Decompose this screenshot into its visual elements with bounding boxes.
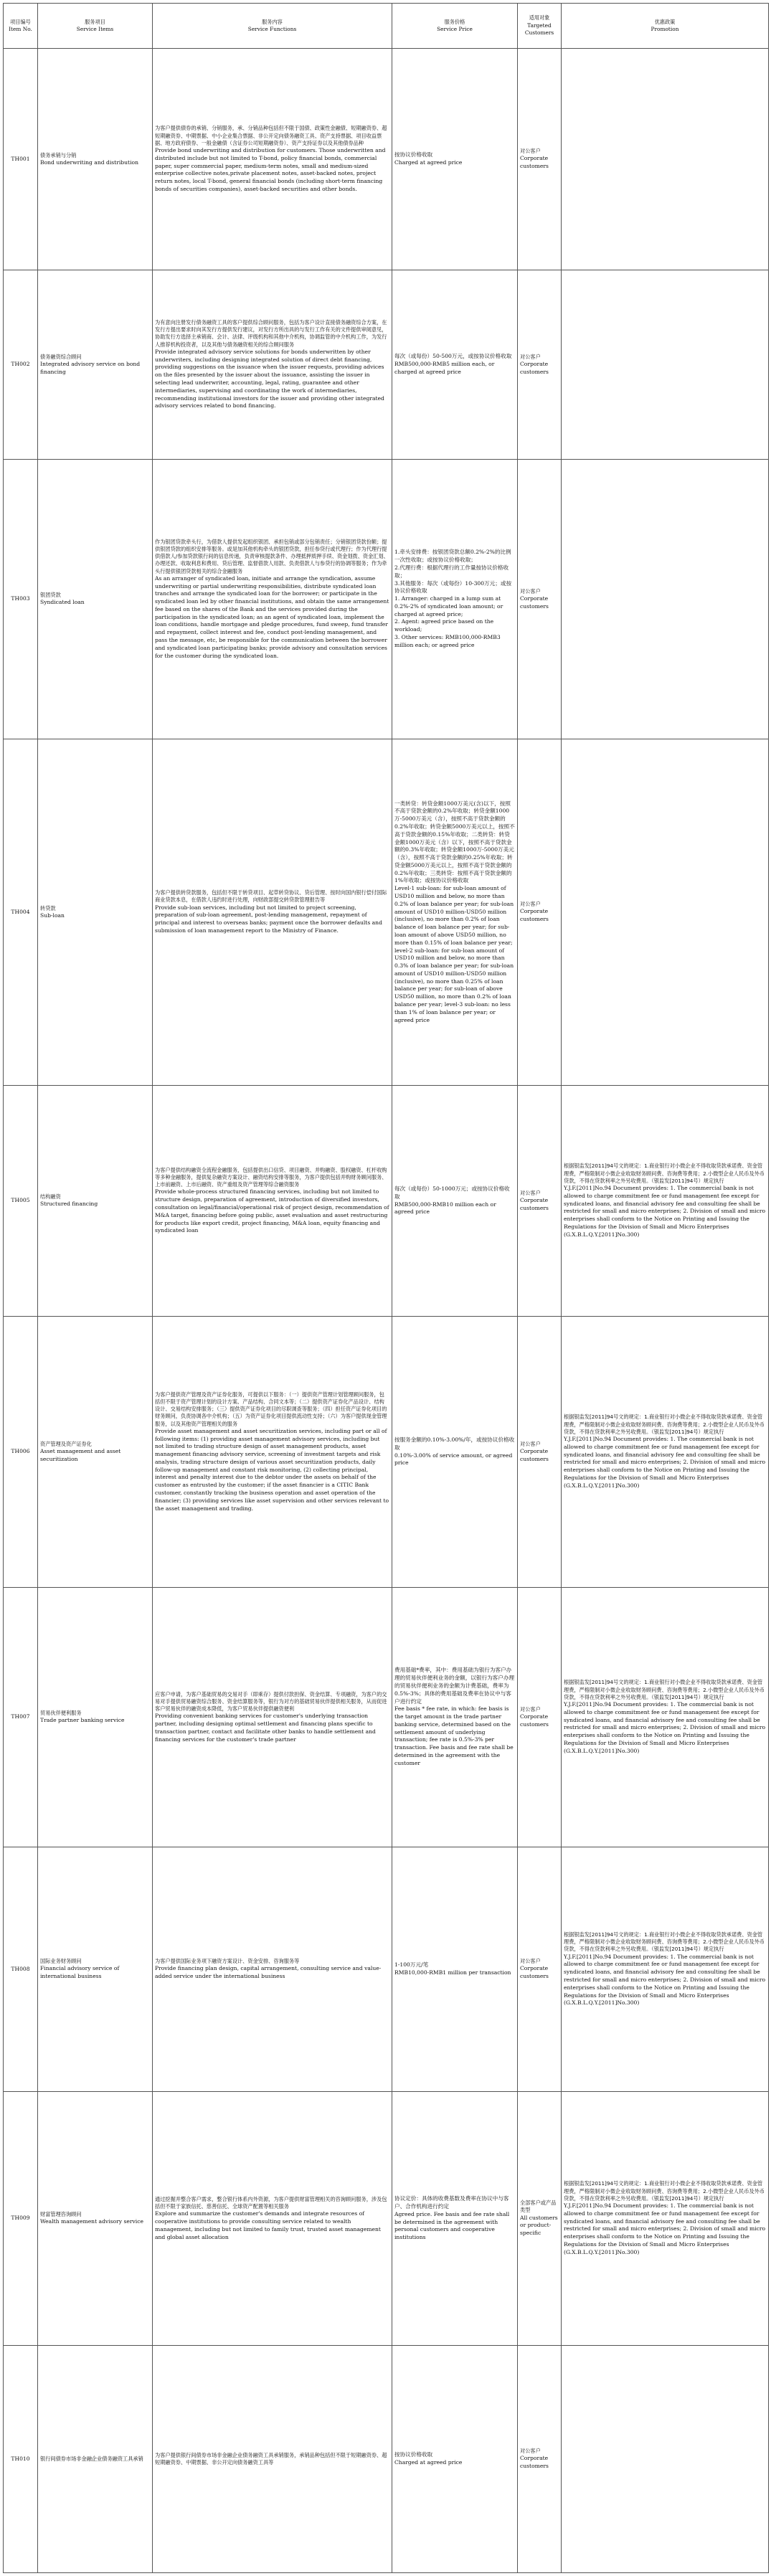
item-no-cell: TH003 bbox=[4, 460, 38, 739]
service-price-line: 每次（或每份）50-500万元，或按协议价格收取 bbox=[394, 353, 512, 360]
item-no-cell: TH006 bbox=[4, 1317, 38, 1588]
item-no-cell: TH002 bbox=[4, 270, 38, 460]
service-functions-cn: 为客户提供资产管理及资产证券化服务，可提供以下服务：（一）提供资产管理计划管理顾问服务，包括但不限于资产管理计划的设计方案、产品结构、合同文本等；（二）提供资产证券化产品设计、结构设计、交易结构安排服务；（三）提供资产证券化项目的尽职调查等服务；（四）担任资产证券化项目的财务顾问，负责协调各中介机构；（五）为资产证券化项目提供流动性支持；（六）为客户提供现金管理服务，以及其他资产管理相关的服务 bbox=[155, 1391, 387, 1427]
targeted-customers-en: Corporate customers bbox=[520, 2455, 549, 2470]
header-promotion: 优惠政策 Promotion bbox=[562, 4, 769, 49]
service-item-en: Integrated advisory service on bond financing bbox=[40, 360, 141, 375]
service-item-cell bbox=[38, 460, 153, 739]
service-functions-cell bbox=[153, 2092, 392, 2346]
promotion-line: 根据银监发[2011]94号文的规定：1.商业银行对小微企业不得收取贷款承诺费、资金管理费，严格限制对小微企业收取财务顾问费、咨询费等费用；2.小微型企业人民币及外币贷款，不得在贷款利率之外另收费用。（银监发[2011]94号）规定执行 bbox=[564, 1679, 765, 1700]
table-row bbox=[4, 49, 769, 270]
promotion-line: (G.X.B.L.Q.Y.[2011]No.300) bbox=[564, 1231, 640, 1238]
service-price-line: Agreed price. Fee basis and fee rate shall be determined in the agreement with personal customers and cooperative institutions bbox=[394, 2210, 510, 2241]
service-functions-en: Provide financing plan design, capital arrangement, consulting service and value-added service under the international business bbox=[155, 1965, 382, 1980]
fee-schedule-sheet bbox=[3, 3, 768, 2573]
promotion-line: Y.J.F.[2011]No.94 Document provides: 1. The commercial bank is not allowed to charge commitment fee or fund management fee except for syndicated loans, and financial advisory fee and consulting fee shall be restricted for small and micro enterprises; 2. Division of small and micro enterprises shall conform to the Notice on Printing and Issuing the Regulations for the Division of Small and Micro Enterprises bbox=[564, 1953, 766, 1999]
promotion-line: Y.J.F.[2011]No.94 Document provides: 1. The commercial bank is not allowed to charge commitment fee or fund management fee except for syndicated loans, and financial advisory fee and consulting fee shall be restricted for small and micro enterprises; 2. Division of small and micro enterprises shall conform to the Notice on Printing and Issuing the Regulations for the Division of Small and Micro Enterprises bbox=[564, 1185, 766, 1230]
header-service-functions: 服务内容 Service Functions bbox=[153, 4, 392, 49]
promotion-cell bbox=[562, 2092, 769, 2346]
service-price-line: 每次（或每份）50-1000万元；或按协议价格收取 bbox=[394, 1185, 510, 1200]
targeted-customers-en: Corporate customers bbox=[520, 155, 549, 170]
service-price-cell bbox=[392, 1588, 518, 1847]
service-price-line: Charged at agreed price bbox=[394, 159, 463, 166]
targeted-customers-cn: 对公客户 bbox=[520, 2448, 541, 2455]
header-row bbox=[4, 4, 769, 49]
service-item-cn: 贸易伙伴便利服务 bbox=[40, 1710, 82, 1716]
service-price-line: 3.其他服务：每次（或每份）10-300万元；或按协议价格收取 bbox=[394, 579, 512, 595]
service-functions-cn: 为客户提供转贷款服务，包括但不限于转贷项目、起草转贷协议、贷后管理、按时向国内银行偿付国际商业贷款本息，在借款人违约时进行处理，向财政部提交转贷款管理报告等 bbox=[155, 889, 387, 904]
service-price-line: RMB10,000-RMB1 million per transaction bbox=[394, 1969, 511, 1976]
service-functions-cn: 为有意向注册发行债务融资工具的客户提供综合顾问服务，包括为客户设计直接债务融资综合方案，在发行方提出要求时向其发行方提供发行建议，对发行方所出具的与发行工作有关的文件提供审阅意见，协助发行方选择主承销商、会计、法律、评级机构和其他中介机构，协调监管的中介机构工作，为发行人推荐机构投资者，以及其他与债务融资相关的综合顾问服务 bbox=[155, 318, 387, 348]
service-price-cell bbox=[392, 1317, 518, 1588]
service-price-line: 2.代理行费：根据代理行的工作量按协议价格收取； bbox=[394, 564, 509, 579]
service-functions-en: Providing convenient banking services for customer's underlying transaction partner, including designing optimal settlement and financing plans specific to transaction partner, contact and facilitate other banks to handle settlement and financing services for the customer's trade partner bbox=[155, 1713, 376, 1743]
targeted-customers-cn: 对公客户 bbox=[520, 1705, 541, 1713]
service-functions-cell bbox=[153, 739, 392, 1086]
service-item-en: Financial advisory service of international business bbox=[40, 1965, 120, 1980]
item-no-cell: TH001 bbox=[4, 49, 38, 270]
service-functions-en: Provide whole-process structured financing services, including but not limited to structure design, preparation of agreement, introduction of diversified investors, consultation on legal/financial/operational risk of project design, recommendation of M&A target, financing before going public, asset evaluation and asset restructuring for products like export credit, project financing, M&A loan, equity financing and syndicated loan bbox=[155, 1188, 389, 1234]
service-price-cell bbox=[392, 739, 518, 1086]
promotion-cell bbox=[562, 270, 769, 460]
service-price-line: RMB500,000-RMB5 million each, or charged at agreed price bbox=[394, 361, 495, 375]
service-price-line: RMB500,000-RMB10 million each or agreed price bbox=[394, 1201, 496, 1216]
promotion-line: 根据银监发[2011]94号文的规定：1.商业银行对小微企业不得收取贷款承诺费、资金管理费，严格限制对小微企业收取财务顾问费、咨询费等费用；2.小微型企业人民币及外币贷款，不得在贷款利率之外另收费用。（银监发[2011]94号）规定执行 bbox=[564, 1162, 765, 1184]
promotion-cell bbox=[562, 739, 769, 1086]
table-row bbox=[4, 460, 769, 739]
promotion-line: 根据银监发[2011]94号文的规定：1.商业银行对小微企业不得收取贷款承诺费、资金管理费，严格限制对小微企业收取财务顾问费、咨询费等费用；2.小微型企业人民币及外币贷款，不得在贷款利率之外另收费用。（银监发[2011]94号）规定执行 bbox=[564, 1931, 765, 1953]
service-price-line: 协议定价：具体的收费基数及费率在协议中与客户、合作机构进行约定 bbox=[394, 2195, 509, 2210]
promotion-line: (G.X.B.L.Q.Y.[2011]No.300) bbox=[564, 1999, 640, 2007]
service-price-line: 一类转贷：转贷金额1000万美元(含)以下，按照不高于贷款金额的0.2%年收取；转贷金额1000万-5000万美元（含），按照不高于贷款金额的0.2%年收取；转贷金额5000万美元以上，按照不高于贷款金额的0.15%年收取；二类转贷：转贷金额1000万美元（含）以下，按照不高于贷款金额的0.3%年收取；转贷金额1000万-5000万美元（含），按照不高于贷款金额的0.25%年收取；转贷金额5000万美元以上，按照不高于贷款金额的0.2%年收取；三类转贷：按照不高于贷款金额的1%年收取；或按协议价格收取 bbox=[394, 800, 515, 884]
service-price-line: Level-1 sub-loan: for sub-loan amount of USD10 million and below, no more than 0.2% of loan balance per year; for sub-loan amount of USD10 million-USD50 million (inclusive), no more than 0.2% of loan balance of loan balance per year; for sub-loan amount of above USD50 million, no more than 0.15% of loan balance per year; level-2 sub-loan: for sub-loan amount of USD10 million and below, no more than 0.3% of loan balance per year; for sub-loan amount of USD10 million-USD50 million (inclusive), no more than 0.25% of loan balance per year; for sub-loan of above USD50 million, no more than 0.2% of loan balance per year; level-3 sub-loan: no less than 1% of loan balance per year; or agreed price bbox=[394, 885, 514, 1023]
promotion-cell bbox=[562, 1588, 769, 1847]
service-functions-cell bbox=[153, 49, 392, 270]
table-row bbox=[4, 270, 769, 460]
service-price-line: Fee basis * fee rate, in which: fee basis is the target amount in the trade partner banking service, determined based on the settlement amount of underlying transaction; fee rate is 0.5%-3% per transaction. Fee basis and fee rate shall be determined in the agreement with the customer bbox=[394, 1705, 514, 1766]
service-item-cell bbox=[38, 2092, 153, 2346]
service-price-cell bbox=[392, 270, 518, 460]
item-no-cell: TH010 bbox=[4, 2346, 38, 2573]
header-targeted-customers: 适用对象 Targeted Customers bbox=[518, 4, 562, 49]
targeted-customers-cell bbox=[518, 270, 562, 460]
service-item-cn: 银行间债券市场非金融企业债务融资工具承销 bbox=[40, 2455, 143, 2462]
service-price-line: 0.10%-3.00% of service amount, or agreed price bbox=[394, 1452, 513, 1467]
promotion-line: 根据银监发[2011]94号文的规定：1.商业银行对小微企业不得收取贷款承诺费、资金管理费，严格限制对小微企业收取财务顾问费、咨询费等费用；2.小微型企业人民币及外币贷款，不得在贷款利率之外另收费用。（银监发[2011]94号）规定执行 bbox=[564, 1414, 765, 1435]
service-item-en: Sub-loan bbox=[40, 911, 65, 919]
targeted-customers-cell bbox=[518, 49, 562, 270]
service-price-line: 按服务金额的0.10%-3.00%/年，或按协议价格收取 bbox=[394, 1436, 515, 1451]
targeted-customers-en: All customers or product-specific bbox=[520, 2214, 558, 2237]
service-price-line: Charged at agreed price bbox=[394, 2459, 463, 2466]
promotion-cell bbox=[562, 1086, 769, 1317]
service-functions-en: Provide bond underwriting and distribution for customers. Those underwritten and distributed include but not limited to T-bond, policy financial bonds, commercial paper, super commercial paper, medium-term notes, small and medium-sized enterprise collective notes,private placement notes, asset-backed notes, project return notes, local T-bond, general financial bonds (including short-term financing bonds of securities companies), asset-backed securities and other bonds. bbox=[155, 146, 386, 192]
item-no-cell: TH004 bbox=[4, 739, 38, 1086]
promotion-line: 根据银监发[2011]94号文的规定：1.商业银行对小微企业不得收取贷款承诺费、资金管理费，严格限制对小微企业收取财务顾问费、咨询费等费用；2.小微型企业人民币及外币贷款，不得在贷款利率之外另收费用。（银监发[2011]94号）规定执行 bbox=[564, 2180, 765, 2202]
service-item-cn: 结构融资 bbox=[40, 1193, 61, 1200]
service-price-cell bbox=[392, 460, 518, 739]
targeted-customers-en: Corporate customers bbox=[520, 360, 549, 375]
service-price-line: 2. Agent: agreed price based on the workload; bbox=[394, 618, 494, 633]
service-item-en: Structured financing bbox=[40, 1201, 98, 1208]
service-functions-cn: 为客户提供国际业务项下融资方案设计、资金安排、咨询服务等 bbox=[155, 1958, 300, 1965]
targeted-customers-cn: 对公客户 bbox=[520, 1958, 541, 1965]
header-service-items: 服务项目 Service Items bbox=[38, 4, 153, 49]
targeted-customers-cell bbox=[518, 1317, 562, 1588]
service-item-cn: 财富管理咨询顾问 bbox=[40, 2211, 82, 2217]
targeted-customers-cell bbox=[518, 2092, 562, 2346]
service-price-cell bbox=[392, 2092, 518, 2346]
service-functions-cn: 为客户提供结构融资全流程金融服务，包括提供出口信贷、项目融资、并购融资、股权融资、杠杆收购等多种金融服务，提供复杂融资方案设计、融资结构安排等服务，为客户提供包括并购财务顾问服务、上市前融资、上市后融资、资产重组及资产管理等综合融资服务 bbox=[155, 1166, 387, 1188]
targeted-customers-cell bbox=[518, 460, 562, 739]
promotion-line: Y.J.F.[2011]No.94 Document provides: 1. The commercial bank is not allowed to charge commitment fee or fund management fee except for syndicated loans, and financial advisory fee and consulting fee shall be restricted for small and micro enterprises; 2. Division of small and micro enterprises shall conform to the Notice on Printing and Issuing the Regulations for the Division of Small and Micro Enterprises bbox=[564, 1701, 766, 1746]
table-row bbox=[4, 739, 769, 1086]
service-item-cn: 转贷款 bbox=[40, 904, 56, 911]
service-item-en: Wealth management advisory service bbox=[40, 2218, 143, 2225]
item-no-cell: TH009 bbox=[4, 2092, 38, 2346]
service-functions-cell bbox=[153, 1588, 392, 1847]
service-functions-cell bbox=[153, 270, 392, 460]
targeted-customers-cn: 全部客户或产品类型 bbox=[520, 2199, 557, 2214]
service-price-line: 3. Other services: RMB100,000-RMB3 million each; or agreed price bbox=[394, 634, 501, 648]
item-no-cell: TH007 bbox=[4, 1588, 38, 1847]
targeted-customers-en: Corporate customers bbox=[520, 1447, 549, 1462]
service-item-cn: 资产管理及资产证券化 bbox=[40, 1440, 92, 1447]
service-functions-en: Provide asset management and asset securitization services, including part or all of following items: (1) providing asset management advisory services, including but not limited to trading structure design of asset management products, asset management financing advisory service, screening of investment targets and risk analysis, trading structure design of various asset securitization products, daily follow-up management and constant risk monitoring, (2) collecting principal, interest and penalty interest due to the debtor under the assets on behalf of the customer as entrusted by the customer; if the asset financier is a CITIC Bank customer, constantly tracking the business operation and asset operation of the financier; (3) providing services like asset supervision and other services relevant to the asset management and trading. bbox=[155, 1427, 389, 1512]
targeted-customers-cn: 对公客户 bbox=[520, 148, 541, 155]
header-service-price: 服务价格 Service Price bbox=[392, 4, 518, 49]
promotion-line: (G.X.B.L.Q.Y.[2011]No.300) bbox=[564, 1482, 640, 1489]
targeted-customers-cn: 对公客户 bbox=[520, 901, 541, 908]
service-price-line: 1. Arranger: charged in a lump sum at 0.2%-2% of syndicated loan amount; or charged at agreed price; bbox=[394, 595, 503, 617]
table-row bbox=[4, 2092, 769, 2346]
service-item-cell bbox=[38, 1847, 153, 2092]
service-functions-cn: 通过挖掘并整合客户需求，整合银行体系内外资源，为客户提供财富管理相关的咨询顾问服务，涉及包括但不限于家族信托、慈善信托、全球资产配置等相关服务 bbox=[155, 2195, 387, 2210]
targeted-customers-cell bbox=[518, 1588, 562, 1847]
service-item-en: Asset management and asset securitization bbox=[40, 1447, 121, 1462]
service-price-cell bbox=[392, 1847, 518, 2092]
service-functions-en: Provide integrated advisory service solutions for bonds underwritten by other underwriters, including designing integrated solution of direct debt financing, providing suggestions on the issuance when the issuer requests, providing advices on the files presented by the issuer about the issuance, assisting the issuer in selecting lead underwriter, accounting, legal, rating, guarantee and other intermediaries, supervising and coordinating the work of intermediaries, recommending institutional investors for the issuer and providing other integrated advisory services related to bond financing. bbox=[155, 348, 384, 409]
item-no-cell: TH008 bbox=[4, 1847, 38, 2092]
targeted-customers-cell bbox=[518, 739, 562, 1086]
targeted-customers-en: Corporate customers bbox=[520, 595, 549, 610]
targeted-customers-en: Corporate customers bbox=[520, 1965, 549, 1980]
service-functions-cn: 作为银团贷款牵头行，为借款人提供发起组织银团、承担包销或部分包销责任；分销银团贷款份额；提供银团贷款的组织安排等服务。或是加其他机构牵头的银团贷款，担任参贷行或代理行；作为代理行提供借款人/参加贷款银行间的信息传递，负责审核提款条件、办理抵押质押手续、资金划拨、资金汇划、办理还款、收取利息和费用、贷后管理、监督借款人用款、负责借款人与参贷行的协调等服务；作为牵头行提供银团贷款相关的综合金融服务 bbox=[155, 538, 389, 574]
service-price-line: 1-100万元/笔 bbox=[394, 1961, 429, 1969]
table-row bbox=[4, 1588, 769, 1847]
table-row bbox=[4, 1847, 769, 2092]
service-item-cell bbox=[38, 1588, 153, 1847]
promotion-cell bbox=[562, 460, 769, 739]
targeted-customers-en: Corporate customers bbox=[520, 1196, 549, 1211]
promotion-cell bbox=[562, 1847, 769, 2092]
promotion-cell bbox=[562, 49, 769, 270]
promotion-line: (G.X.B.L.Q.Y.[2011]No.300) bbox=[564, 2248, 640, 2255]
targeted-customers-cn: 对公客户 bbox=[520, 1189, 541, 1196]
service-functions-en: Provide sub-loan services, including but not limited to project screening, preparation of sub-loan agreement, post-lending management, repayment of principal and interest to overseas banks; payment once the borrower defaults and submission of loan management report to the Ministry of Finance. bbox=[155, 904, 382, 934]
service-price-line: 1.牵头安排费：按银团贷款总额0.2%-2%的比例一次性收取；或按协议价格收取； bbox=[394, 549, 511, 564]
targeted-customers-cn: 对公客户 bbox=[520, 587, 541, 595]
targeted-customers-cn: 对公客户 bbox=[520, 353, 541, 360]
service-functions-cell bbox=[153, 460, 392, 739]
service-price-line: 按协议价格收取 bbox=[394, 2451, 433, 2458]
table-row bbox=[4, 1317, 769, 1588]
targeted-customers-en: Corporate customers bbox=[520, 908, 549, 923]
service-item-en: Trade partner banking service bbox=[40, 1717, 125, 1724]
fee-schedule-table bbox=[3, 3, 769, 2573]
service-item-cell bbox=[38, 1317, 153, 1588]
service-item-cell bbox=[38, 1086, 153, 1317]
item-no-cell: TH005 bbox=[4, 1086, 38, 1317]
service-functions-cn: 为客户提供银行间债券市场非金融企业债务融资工具承销服务，承销品种包括但不限于短期融资券、超短期融资券、中期票据、非公开定向债务融资工具等 bbox=[155, 2451, 387, 2466]
table-row bbox=[4, 1086, 769, 1317]
service-item-cell bbox=[38, 270, 153, 460]
service-item-cn: 国际业务财务顾问 bbox=[40, 1958, 82, 1965]
service-item-en: Bond underwriting and distribution bbox=[40, 158, 138, 166]
service-functions-cell bbox=[153, 1317, 392, 1588]
service-price-cell bbox=[392, 1086, 518, 1317]
service-price-cell bbox=[392, 49, 518, 270]
service-price-line: 费用基础*费率，其中：费用基础为银行为客户办理的贸易伙伴便利业务的金额，以银行为客户办理的贸易伙伴便利业务的金额为计费基础，费率为0.5%-3%；具体的费用基础及费率在协议中与客户进行约定 bbox=[394, 1667, 515, 1705]
service-item-cn: 债务承销与分销 bbox=[40, 151, 77, 158]
promotion-line: Y.J.F.[2011]No.94 Document provides: 1. The commercial bank is not allowed to charge commitment fee or fund management fee except for syndicated loans, and financial advisory fee and consulting fee shall be restricted for small and micro enterprises; 2. Division of small and micro enterprises shall conform to the Notice on Printing and Issuing the Regulations for the Division of Small and Micro Enterprises bbox=[564, 1436, 766, 1481]
service-functions-en: As an arranger of syndicated loan, initiate and arrange the syndication, assume underwriting or partial underwriting responsibilities, distribute syndicated loan tranches and arrange the syndicated loan for the borrower; or participate in the syndicated loan led by other financial institutions, and obtain the same arrangement fee based on the shares of the Bank and the services provided during the participation in the syndicated loan; as an agent of syndicated loan, implement the loan conditions, handle mortgage and pledge procedures, fund sweep, fund transfer and repayment, collect interest and fee, conduct post-lending management, and pass the message, etc, be responsible for the communication between the borrower and syndicated loan participating banks; provide advisory and consultation services for the customer during the syndicated loan. bbox=[155, 574, 389, 659]
promotion-line: Y.J.F.[2011]No.94 Document provides: 1. The commercial bank is not allowed to charge commitment fee or fund management fee except for syndicated loans, and financial advisory fee and consulting fee shall be restricted for small and micro enterprises; 2. Division of small and micro enterprises shall conform to the Notice on Printing and Issuing the Regulations for the Division of Small and Micro Enterprises bbox=[564, 2202, 766, 2248]
service-price-line: 按协议价格收取 bbox=[394, 151, 433, 158]
service-functions-cn: 应客户申请，为客户基础贸易的交易对手（即乘存）提供付款担保、资金结算、专项融资，为客户的交易对手提供贸易融资综合服务、资金结算服务等，银行为对方的基础贸易伙伴提供相关服务，从而促进客户贸易伙伴的融资成本降低，为客户贸易伙伴提供融资便利 bbox=[155, 1690, 387, 1713]
targeted-customers-en: Corporate customers bbox=[520, 1713, 549, 1728]
service-functions-cell bbox=[153, 1847, 392, 2092]
targeted-customers-cell bbox=[518, 1847, 562, 2092]
header-item-no: 项目编号 Item No. bbox=[4, 4, 38, 49]
service-item-cell bbox=[38, 49, 153, 270]
service-item-cn: 银团贷款 bbox=[40, 592, 61, 598]
targeted-customers-cn: 对公客户 bbox=[520, 1440, 541, 1447]
service-item-cn: 债务融资综合顾问 bbox=[40, 353, 82, 360]
promotion-line: (G.X.B.L.Q.Y.[2011]No.300) bbox=[564, 1747, 640, 1754]
service-functions-cell bbox=[153, 1086, 392, 1317]
service-item-en: Syndicated loan bbox=[40, 599, 85, 606]
service-item-cell bbox=[38, 739, 153, 1086]
service-functions-cn: 为客户提供债券的承销、分销服务，承、分销品种包括但不限于国债、政策性金融债、短期融资券、超短期融资券、中期票据、中小企业集合票据、非公开定向债务融资工具、资产支持票据、项目收益票据、地方政府债券、一般金融债（含证券公司短期融资券）、资产支持证券以及其他债券品种 bbox=[155, 125, 387, 146]
service-functions-en: Explore and summarize the customer's demands and integrate resources of cooperative institutions to provide consulting service related to wealth management, including but not limited to family trust, trusted asset management and global asset allocation bbox=[155, 2210, 381, 2240]
promotion-cell bbox=[562, 1317, 769, 1588]
targeted-customers-cell bbox=[518, 1086, 562, 1317]
